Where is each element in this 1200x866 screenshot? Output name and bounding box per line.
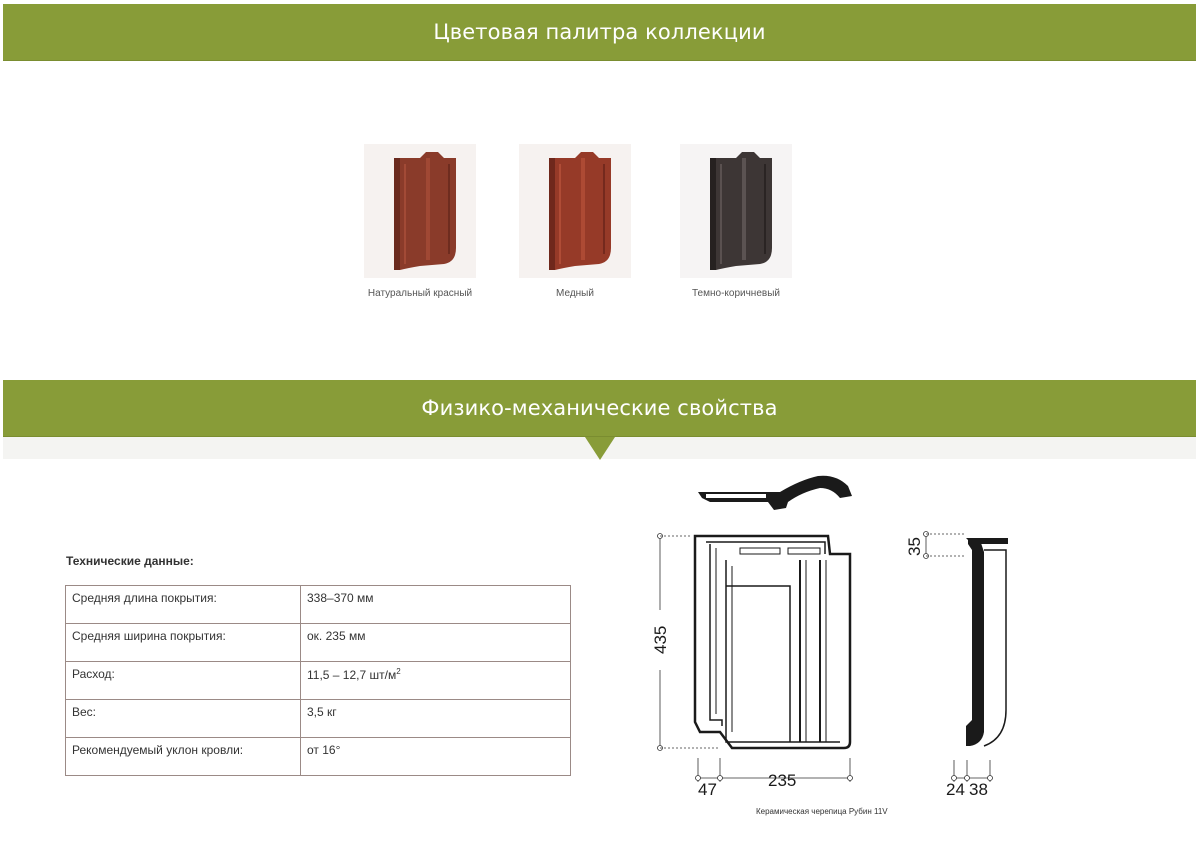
dimension-lines [658,532,993,783]
properties-section-banner [3,380,1196,437]
table-row [66,624,571,662]
spec-value: 11,5 – 12,7 шт/м [307,668,397,682]
swatch-dark-brown[interactable] [676,144,796,299]
swatch-natural-red[interactable] [360,144,480,299]
palette-section-banner [3,4,1196,61]
tile-top-profile [698,476,852,510]
table-row [66,662,571,700]
spec-value: ок. 235 мм [301,624,571,662]
spec-value: 3,5 кг [301,700,571,738]
tile-image-dark-brown [680,144,792,278]
spec-label: Средняя ширина покрытия: [66,624,301,662]
tile-side-view [966,538,1008,746]
spec-value-superscript: 2 [396,667,401,676]
spec-table [65,585,571,776]
table-row [66,586,571,624]
spec-heading: Технические данные: [66,554,194,568]
properties-section-title: Физико-механические свойства [421,396,778,420]
tile-image-copper [519,144,631,278]
swatch-label: Медный [556,288,594,299]
dim-label-top-offset: 35 [905,537,924,556]
spec-label: Вес: [66,700,301,738]
swatch-label: Натуральный красный [367,288,473,299]
banner-arrow-down-icon [585,437,615,460]
swatch-copper[interactable] [515,144,635,299]
spec-value: 338–370 мм [301,586,571,624]
dim-label-height: 435 [651,625,670,654]
dim-label-side-a: 24 [946,780,965,799]
dim-label-left-offset: 47 [698,780,717,799]
spec-label: Рекомендуемый уклон кровли: [66,738,301,776]
spec-value-cell [301,662,571,700]
tile-front-view [695,536,850,748]
table-row [66,738,571,776]
swatch-label: Темно-коричневый [692,288,780,299]
drawing-caption: Керамическая черепица Рубин 11V [756,807,888,816]
table-row [66,700,571,738]
dim-label-width: 235 [768,771,797,790]
tile-image-natural-red [364,144,476,278]
spec-value: от 16° [301,738,571,776]
spec-label: Расход: [66,662,301,700]
spec-label: Средняя длина покрытия: [66,586,301,624]
dim-label-side-b: 38 [969,780,988,799]
palette-section-title: Цветовая палитра коллекции [433,20,766,44]
tile-technical-drawing [640,470,1020,805]
